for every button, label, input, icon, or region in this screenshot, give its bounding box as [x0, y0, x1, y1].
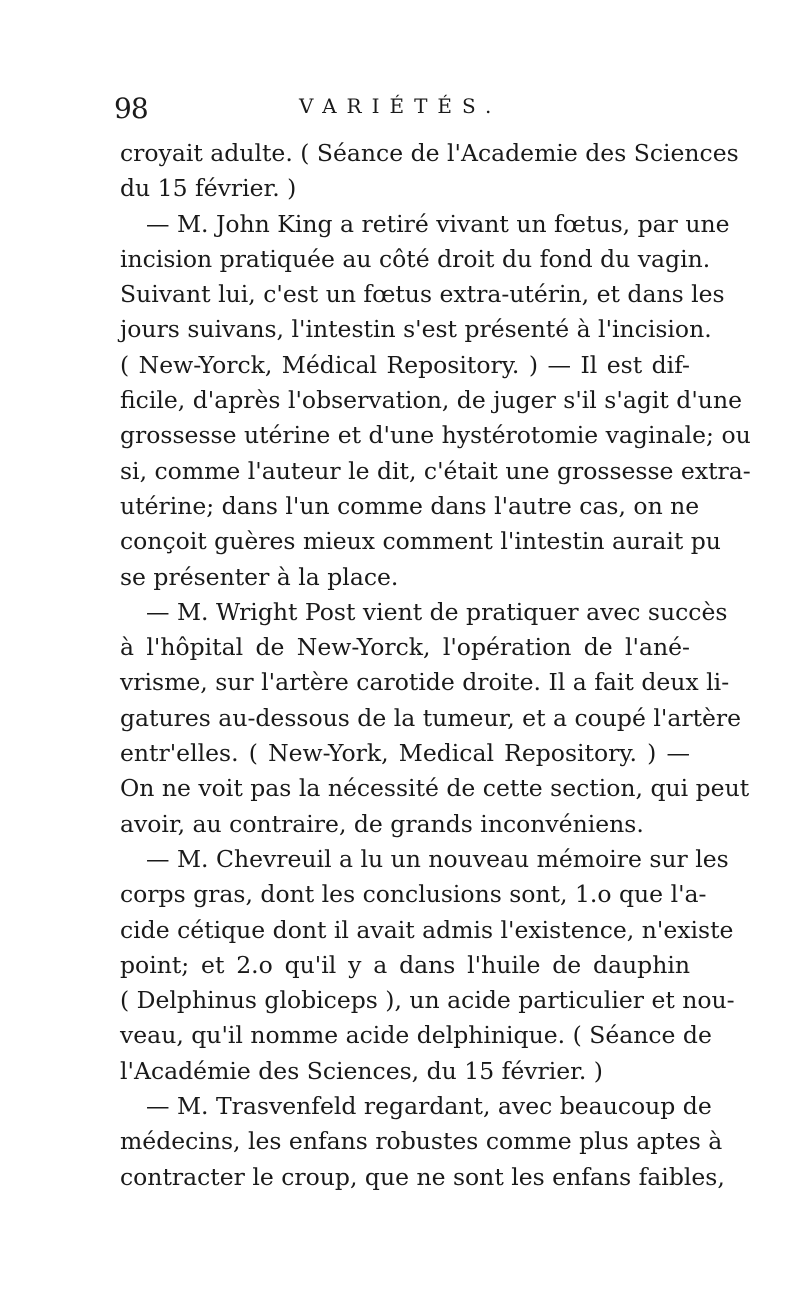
body-text [120, 136, 751, 1195]
text-line: point; et 2.o qu'il y a dans l'huile de dauphin [120, 950, 690, 979]
text-line: si, comme l'auteur le dit, c'était une grossesse extra- [120, 456, 751, 485]
text-line: ( Delphinus globiceps ), un acide particulier et nou- [120, 986, 735, 1015]
text-line: jours suivans, l'intestin s'est présenté à l'incision. [120, 315, 712, 344]
text-line: utérine; dans l'un comme dans l'autre cas, on ne [120, 491, 700, 520]
text-line: ficile, d'après l'observation, de juger s'il s'agit d'une [120, 386, 742, 415]
page-header [114, 92, 684, 136]
text-line: vrisme, sur l'artère carotide droite. Il a fait deux li- [120, 668, 730, 697]
text-line: l'Académie des Sciences, du 15 février. ) [120, 1056, 603, 1085]
text-line: On ne voit pas la nécessité de cette section, qui peut [120, 774, 750, 803]
text-line: gatures au-dessous de la tumeur, et a coupé l'artère [120, 703, 742, 732]
text-line: médecins, les enfans robustes comme plus aptes à [120, 1127, 723, 1156]
text-line: corps gras, dont les conclusions sont, 1.o que l'a- [120, 880, 707, 909]
text-line: — M. Trasvenfeld regardant, avec beaucoup de [146, 1092, 712, 1121]
text-line: cide cétique dont il avait admis l'existence, n'existe [120, 915, 734, 944]
text-line: à l'hôpital de New-Yorck, l'opération de l'ané- [120, 633, 690, 662]
text-line: — M. John King a retiré vivant un fœtus, par une [146, 209, 730, 238]
text-line: grossesse utérine et d'une hystérotomie vaginale; ou [120, 421, 751, 450]
text-line: contracter le croup, que ne sont les enfans faibles, [120, 1162, 725, 1191]
text-line: avoir, au contraire, de grands inconvéniens. [120, 809, 644, 838]
text-line: incision pratiquée au côté droit du fond du vagin. [120, 244, 711, 273]
text-line: — M. Wright Post vient de pratiquer avec succès [146, 597, 728, 626]
text-line: se présenter à la place. [120, 562, 399, 591]
text-line: ( New-Yorck, Médical Repository. ) — Il est dif- [120, 350, 690, 379]
text-line: — M. Chevreuil a lu un nouveau mémoire sur les [146, 844, 729, 873]
running-title: VARIÉTÉS. [299, 94, 502, 118]
text-line: entr'elles. ( New-York, Medical Repository. ) — [120, 739, 690, 768]
text-line: croyait adulte. ( Séance de l'Academie des Sciences [120, 139, 739, 167]
text-line: conçoit guères mieux comment l'intestin aurait pu [120, 527, 721, 556]
text-line: veau, qu'il nomme acide delphinique. ( Séance de [120, 1021, 712, 1050]
page-number: 98 [114, 92, 148, 125]
text-line: du 15 février. ) [120, 174, 297, 203]
text-line: Suivant lui, c'est un fœtus extra-utérin, et dans les [120, 280, 725, 309]
